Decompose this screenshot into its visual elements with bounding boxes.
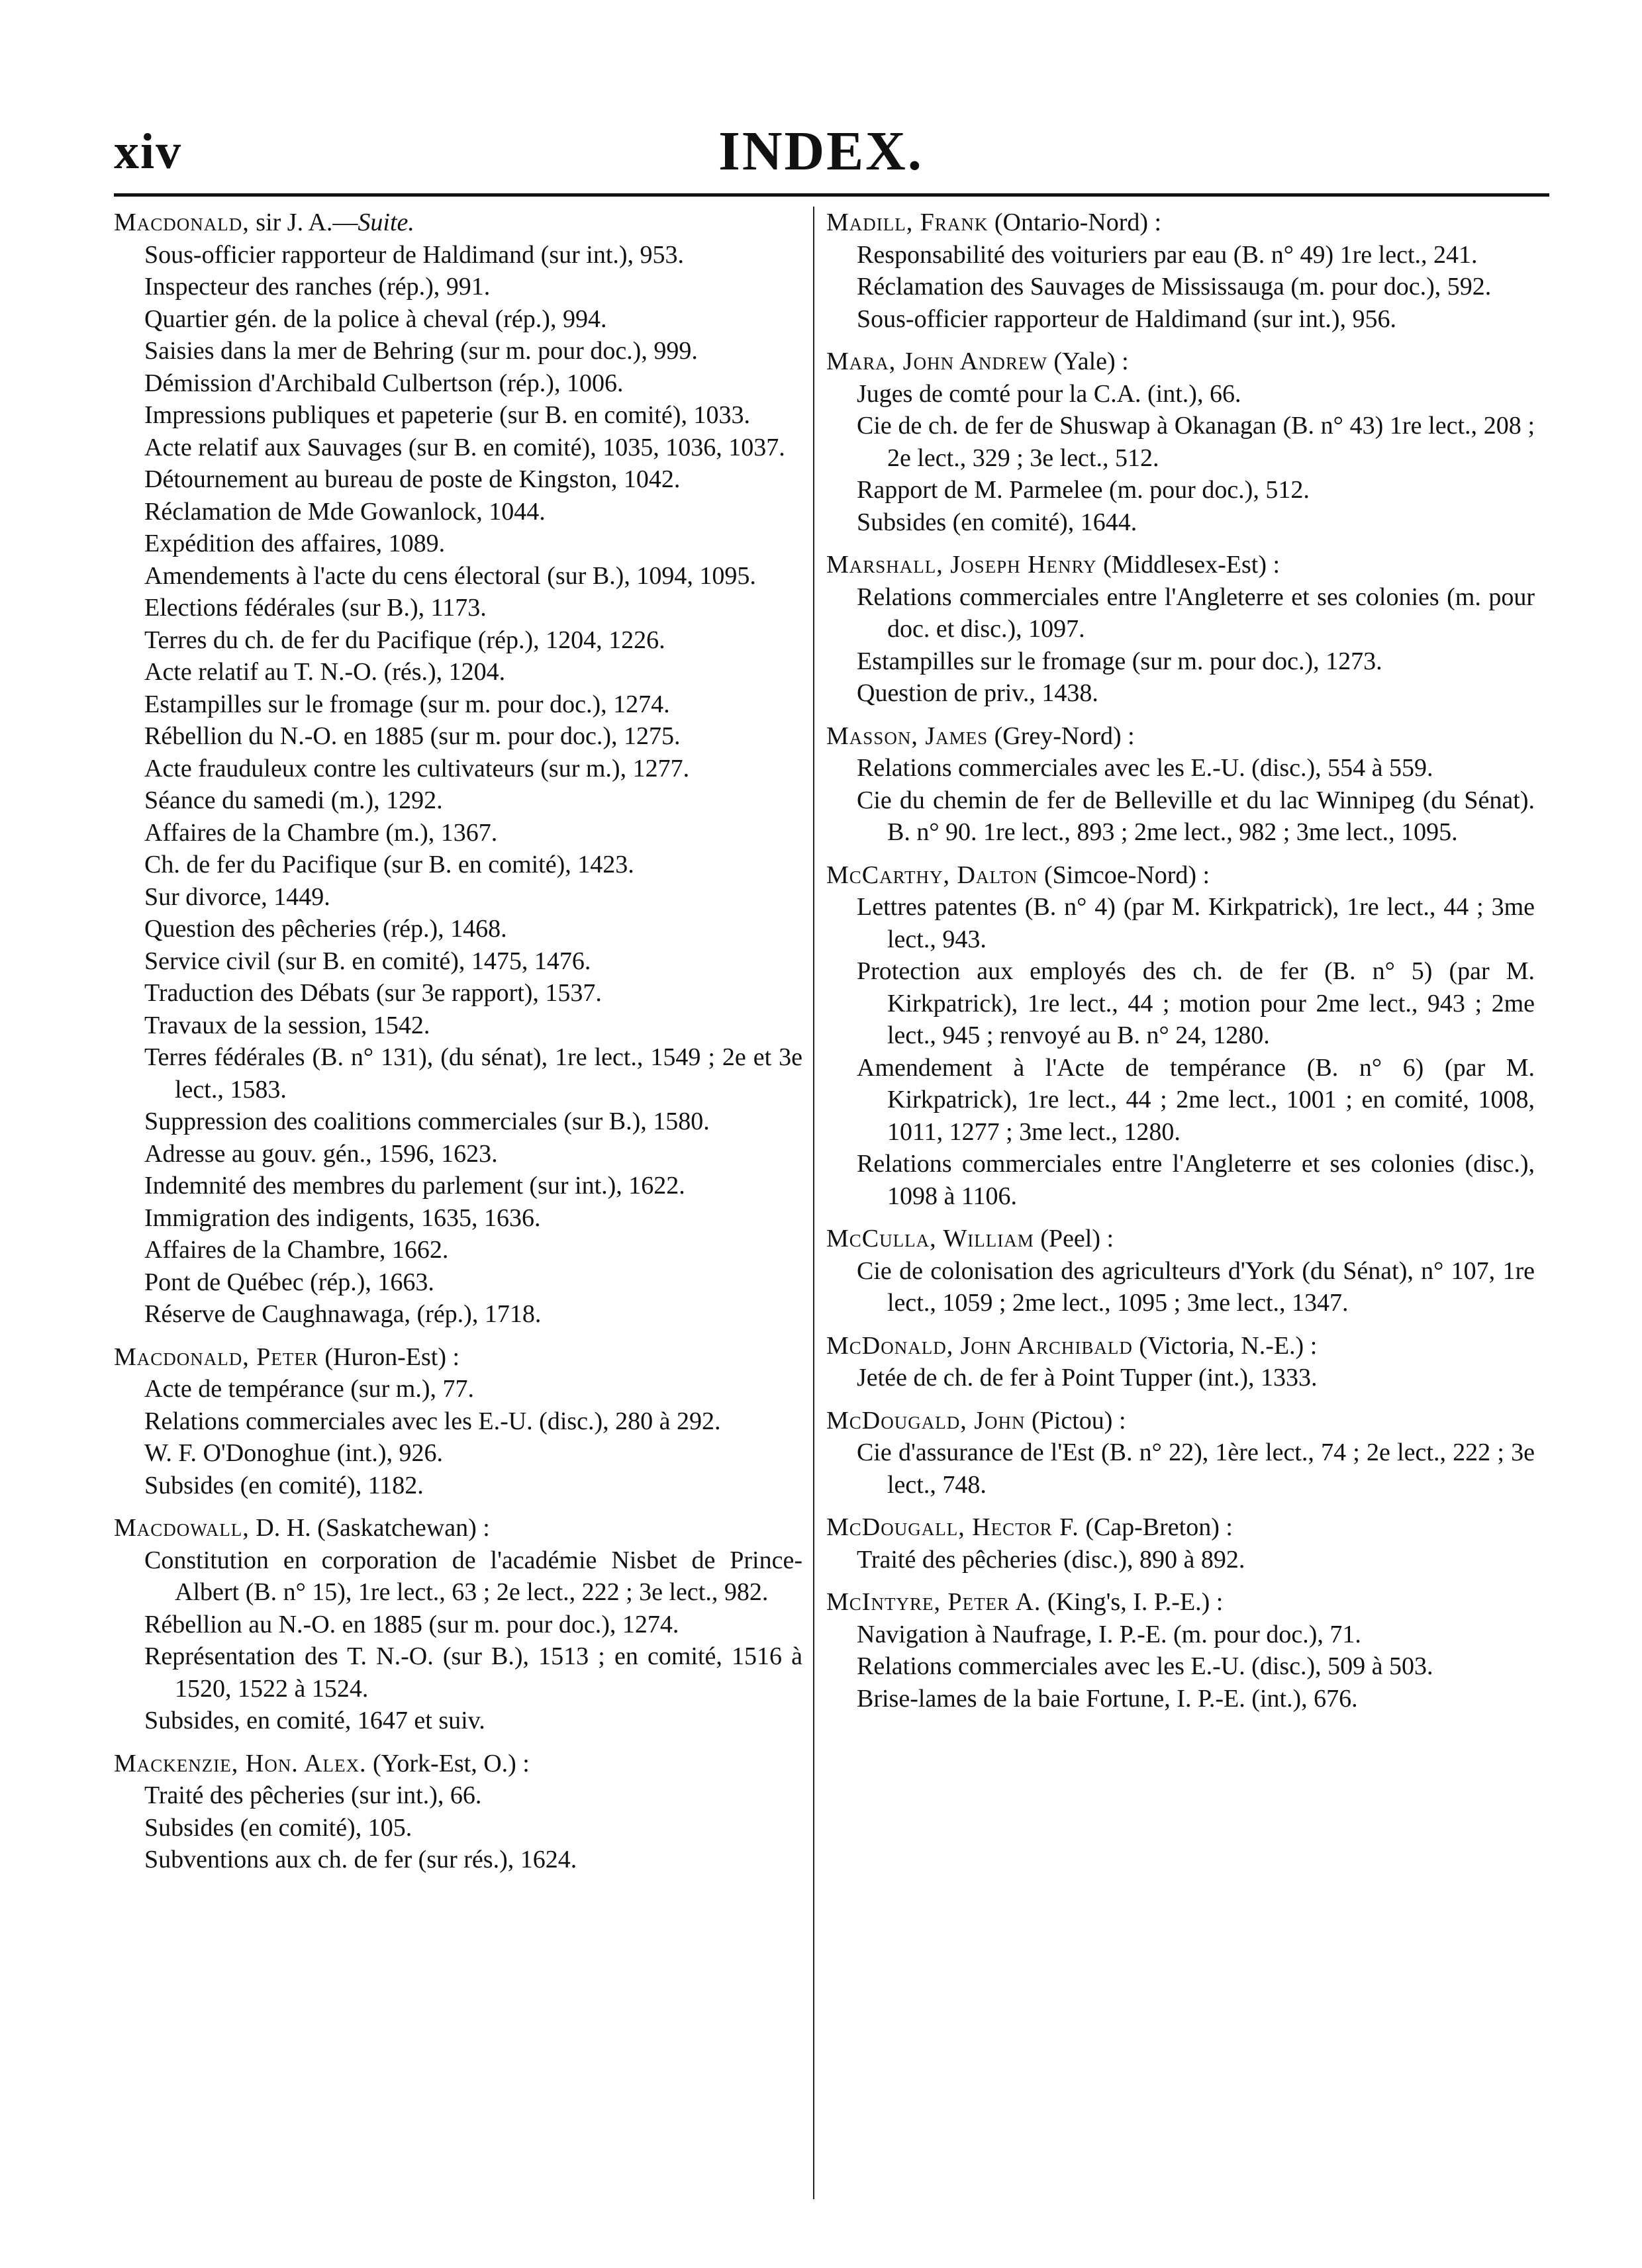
member-riding: sir J. A.— — [249, 209, 358, 236]
entry-reference: Acte relatif au T. N.-O. (rés.), 1204. — [144, 658, 506, 686]
index-entry — [826, 1330, 1535, 1394]
entry-reference: Relations commerciales avec les E.-U. (disc.), 509 à 503. — [857, 1652, 1433, 1680]
member-name: Macdowall, — [114, 1514, 250, 1542]
member-riding: (Simcoe-Nord) : — [1038, 861, 1210, 889]
entry-reference: Ch. de fer du Pacifique (sur B. en comité), 1423. — [144, 851, 634, 878]
entry-reference: Terres du ch. de fer du Pacifique (rép.), 1204, 1226. — [144, 626, 665, 654]
entry-reference: Réclamation de Mde Gowanlock, 1044. — [144, 497, 546, 526]
index-entry — [826, 346, 1535, 538]
member-name: Marshall, Joseph Henry — [826, 551, 1097, 579]
index-entry — [826, 720, 1535, 849]
index-entry — [826, 1586, 1535, 1715]
entry-reference: Relations commerciales entre l'Angleterre et ses colonies (disc.), 1098 à 1106. — [857, 1150, 1535, 1210]
entry-reference: Impressions publiques et papeterie (sur B. en comité), 1033. — [144, 401, 750, 429]
entry-reference: Subsides, en comité, 1647 et suiv. — [144, 1707, 485, 1734]
page-title: INDEX. — [718, 120, 924, 182]
index-entry — [114, 1748, 802, 1876]
entry-reference: Rébellion du N.-O. en 1885 (sur m. pour doc.), 1275. — [144, 722, 681, 750]
entry-reference: Acte relatif aux Sauvages (sur B. en comité), 1035, 1036, 1037. — [144, 433, 785, 461]
entry-reference: Affaires de la Chambre (m.), 1367. — [144, 818, 498, 847]
index-entry — [826, 1405, 1535, 1501]
entry-reference: Réclamation des Sauvages de Mississauga (m. pour doc.), 592. — [857, 273, 1492, 301]
entry-reference: Saisies dans la mer de Behring (sur m. pour doc.), 999. — [144, 337, 698, 365]
entry-reference: Acte de tempérance (sur m.), 77. — [144, 1375, 475, 1403]
entry-reference: Inspecteur des ranches (rép.), 991. — [144, 273, 491, 301]
entry-reference: Juges de comté pour la C.A. (int.), 66. — [857, 379, 1241, 408]
member-riding: (Grey-Nord) : — [988, 722, 1135, 750]
entry-reference: Sous-officier rapporteur de Haldimand (sur int.), 956. — [857, 305, 1397, 333]
entry-heading — [826, 549, 1535, 581]
entry-reference: Quartier gén. de la police à cheval (rép.), 994. — [144, 305, 607, 333]
member-name: McDonald, John Archibald — [826, 1331, 1133, 1360]
entry-reference: Démission d'Archibald Culbertson (rép.), 1006. — [144, 369, 624, 397]
member-name: McDougall, Hector F. — [826, 1513, 1079, 1541]
entry-reference: Subsides (en comité), 105. — [144, 1813, 412, 1842]
entry-heading — [826, 346, 1535, 378]
entry-heading — [826, 1330, 1535, 1362]
entry-heading — [826, 720, 1535, 753]
entry-reference: Subsides (en comité), 1644. — [857, 508, 1137, 536]
entry-reference: Travaux de la session, 1542. — [144, 1011, 430, 1039]
index-entry — [826, 549, 1535, 710]
entry-reference: Amendements à l'acte du cens électoral (sur B.), 1094, 1095. — [144, 561, 756, 590]
entry-heading — [826, 859, 1535, 892]
entry-reference: Expédition des affaires, 1089. — [144, 530, 446, 557]
entry-reference: Relations commerciales avec les E.-U. (disc.), 280 à 292. — [144, 1407, 721, 1435]
member-riding: (Ontario-Nord) : — [988, 209, 1162, 236]
entry-reference: Question de priv., 1438. — [857, 679, 1098, 707]
entry-reference: Rapport de M. Parmelee (m. pour doc.), 512. — [857, 476, 1310, 504]
index-entry — [826, 859, 1535, 1213]
entry-reference: Séance du samedi (m.), 1292. — [144, 786, 443, 814]
header-rule — [114, 193, 1549, 197]
entry-reference: Amendement à l'Acte de tempérance (B. n° 6) (par M. Kirkpatrick), 1re lect., 44 ; 2me lect., 1001 ; en comité, 1008, 1011, 1277 ; 3me lect., 1280. — [857, 1053, 1535, 1146]
entry-reference: Sur divorce, 1449. — [144, 882, 330, 911]
entry-reference: Cie de colonisation des agriculteurs d'York (du Sénat), n° 107, 1re lect., 1059 ; 2me lect., 1095 ; 3me lect., 1347. — [857, 1256, 1535, 1317]
entry-reference: Constitution en corporation de l'académie Nisbet de Prince-Albert (B. n° 15), 1re lect., 63 ; 2e lect., 222 ; 3e lect., 982. — [144, 1546, 802, 1606]
entry-reference: Responsabilité des voituriers par eau (B. n° 49) 1re lect., 241. — [857, 240, 1478, 269]
entry-heading — [114, 207, 802, 239]
entry-reference: Représentation des T. N.-O. (sur B.), 1513 ; en comité, 1516 à 1520, 1522 à 1524. — [144, 1642, 802, 1703]
member-name: Macdonald, — [114, 209, 250, 236]
entry-reference: Subsides (en comité), 1182. — [144, 1471, 424, 1499]
entry-heading — [826, 1223, 1535, 1255]
entry-reference: Service civil (sur B. en comité), 1475, 1476. — [144, 947, 591, 975]
index-entry — [826, 1511, 1535, 1576]
entry-reference: Adresse au gouv. gén., 1596, 1623. — [144, 1139, 498, 1168]
continuation-label: Suite. — [358, 209, 414, 236]
member-name: Macdonald, Peter — [114, 1343, 318, 1371]
entry-reference: Pont de Québec (rép.), 1663. — [144, 1268, 434, 1296]
entry-reference: Navigation à Naufrage, I. P.-E. (m. pour doc.), 71. — [857, 1620, 1361, 1648]
member-name: McDougald, John — [826, 1406, 1026, 1435]
left-column — [114, 207, 802, 1887]
entry-reference: Rébellion au N.-O. en 1885 (sur m. pour doc.), 1274. — [144, 1610, 679, 1638]
entry-reference: Détournement au bureau de poste de Kingston, 1042. — [144, 465, 681, 493]
index-entry — [826, 207, 1535, 335]
index-entry — [826, 1223, 1535, 1319]
entry-reference: Sous-officier rapporteur de Haldimand (sur int.), 953. — [144, 240, 685, 269]
entry-reference: Immigration des indigents, 1635, 1636. — [144, 1204, 541, 1232]
entry-heading — [114, 1748, 802, 1780]
member-riding: (Pictou) : — [1025, 1406, 1126, 1435]
entry-reference: Terres fédérales (B. n° 131), (du sénat), 1re lect., 1549 ; 2e et 3e lect., 1583. — [144, 1043, 802, 1104]
entry-reference: Indemnité des membres du parlement (sur int.), 1622. — [144, 1172, 685, 1200]
member-riding: (Middlesex-Est) : — [1096, 551, 1280, 579]
entry-reference: Jetée de ch. de fer à Point Tupper (int.), 1333. — [857, 1364, 1318, 1392]
index-entry — [114, 1341, 802, 1502]
entry-reference: Protection aux employés des ch. de fer (B. n° 5) (par M. Kirkpatrick), 1re lect., 44 ; motion pour 2me lect., 943 ; 2me lect., 945 ; renvoyé au B. n° 24, 1280. — [857, 957, 1535, 1049]
entry-reference: W. F. O'Donoghue (int.), 926. — [144, 1439, 443, 1467]
entry-reference: Lettres patentes (B. n° 4) (par M. Kirkpatrick), 1re lect., 44 ; 3me lect., 943. — [857, 893, 1535, 953]
entry-reference: Cie de ch. de fer de Shuswap à Okanagan (B. n° 43) 1re lect., 208 ; 2e lect., 329 ; 3e lect., 512. — [857, 412, 1535, 472]
entry-heading — [826, 1405, 1535, 1437]
member-name: McCulla, William — [826, 1225, 1034, 1252]
member-name: Mara, John Andrew — [826, 348, 1047, 375]
member-riding: (York-Est, O.) : — [366, 1749, 530, 1777]
entry-reference: Affaires de la Chambre, 1662. — [144, 1236, 449, 1264]
index-entry — [114, 207, 802, 1331]
member-riding: (Yale) : — [1047, 348, 1129, 375]
entry-heading — [114, 1512, 802, 1544]
entry-reference: Estampilles sur le fromage (sur m. pour doc.), 1273. — [857, 647, 1382, 675]
entry-reference: Brise-lames de la baie Fortune, I. P.-E. (int.), 676. — [857, 1684, 1358, 1713]
entry-heading — [826, 1586, 1535, 1619]
entry-reference: Réserve de Caughnawaga, (rép.), 1718. — [144, 1300, 542, 1328]
entry-reference: Traité des pêcheries (sur int.), 66. — [144, 1781, 482, 1809]
member-name: McCarthy, Dalton — [826, 861, 1038, 889]
page-number: xiv — [114, 124, 183, 179]
member-name: McIntyre, Peter A. — [826, 1588, 1041, 1616]
entry-reference: Question des pêcheries (rép.), 1468. — [144, 915, 507, 943]
member-riding: (Huron-Est) : — [318, 1343, 460, 1371]
entry-reference: Relations commerciales entre l'Angleterre et ses colonies (m. pour doc. et disc.), 1097. — [857, 583, 1535, 643]
member-riding: (Cap-Breton) : — [1079, 1513, 1233, 1541]
entry-reference: Subventions aux ch. de fer (sur rés.), 1624. — [144, 1846, 577, 1873]
index-entry — [114, 1512, 802, 1737]
entry-heading — [826, 1511, 1535, 1544]
entry-reference: Cie du chemin de fer de Belleville et du lac Winnipeg (du Sénat). B. n° 90. 1re lect., 893 ; 2me lect., 982 ; 3me lect., 1095. — [857, 786, 1535, 846]
member-riding: (Victoria, N.-E.) : — [1132, 1331, 1318, 1360]
member-name: Madill, Frank — [826, 209, 989, 236]
right-column — [826, 207, 1535, 1725]
entry-reference: Traduction des Débats (sur 3e rapport), 1537. — [144, 979, 602, 1007]
member-riding: (King's, I. P.-E.) : — [1041, 1588, 1224, 1616]
entry-reference: Cie d'assurance de l'Est (B. n° 22), 1ère lect., 74 ; 2e lect., 222 ; 3e lect., 748. — [857, 1439, 1535, 1499]
entry-reference: Acte frauduleux contre les cultivateurs (sur m.), 1277. — [144, 754, 690, 782]
column-divider — [813, 207, 814, 2199]
entry-reference: Elections fédérales (sur B.), 1173. — [144, 594, 487, 622]
entry-reference: Estampilles sur le fromage (sur m. pour doc.), 1274. — [144, 690, 670, 718]
entry-heading — [114, 1341, 802, 1374]
member-name: Mackenzie, Hon. Alex. — [114, 1749, 367, 1777]
member-name: Masson, James — [826, 722, 989, 750]
member-riding: D. H. (Saskatchewan) : — [249, 1514, 490, 1542]
member-riding: (Peel) : — [1034, 1225, 1114, 1252]
entry-heading — [826, 207, 1535, 239]
entry-reference: Traité des pêcheries (disc.), 890 à 892. — [857, 1545, 1245, 1574]
entry-reference: Relations commerciales avec les E.-U. (disc.), 554 à 559. — [857, 754, 1433, 782]
entry-reference: Suppression des coalitions commerciales (sur B.), 1580. — [144, 1108, 710, 1135]
